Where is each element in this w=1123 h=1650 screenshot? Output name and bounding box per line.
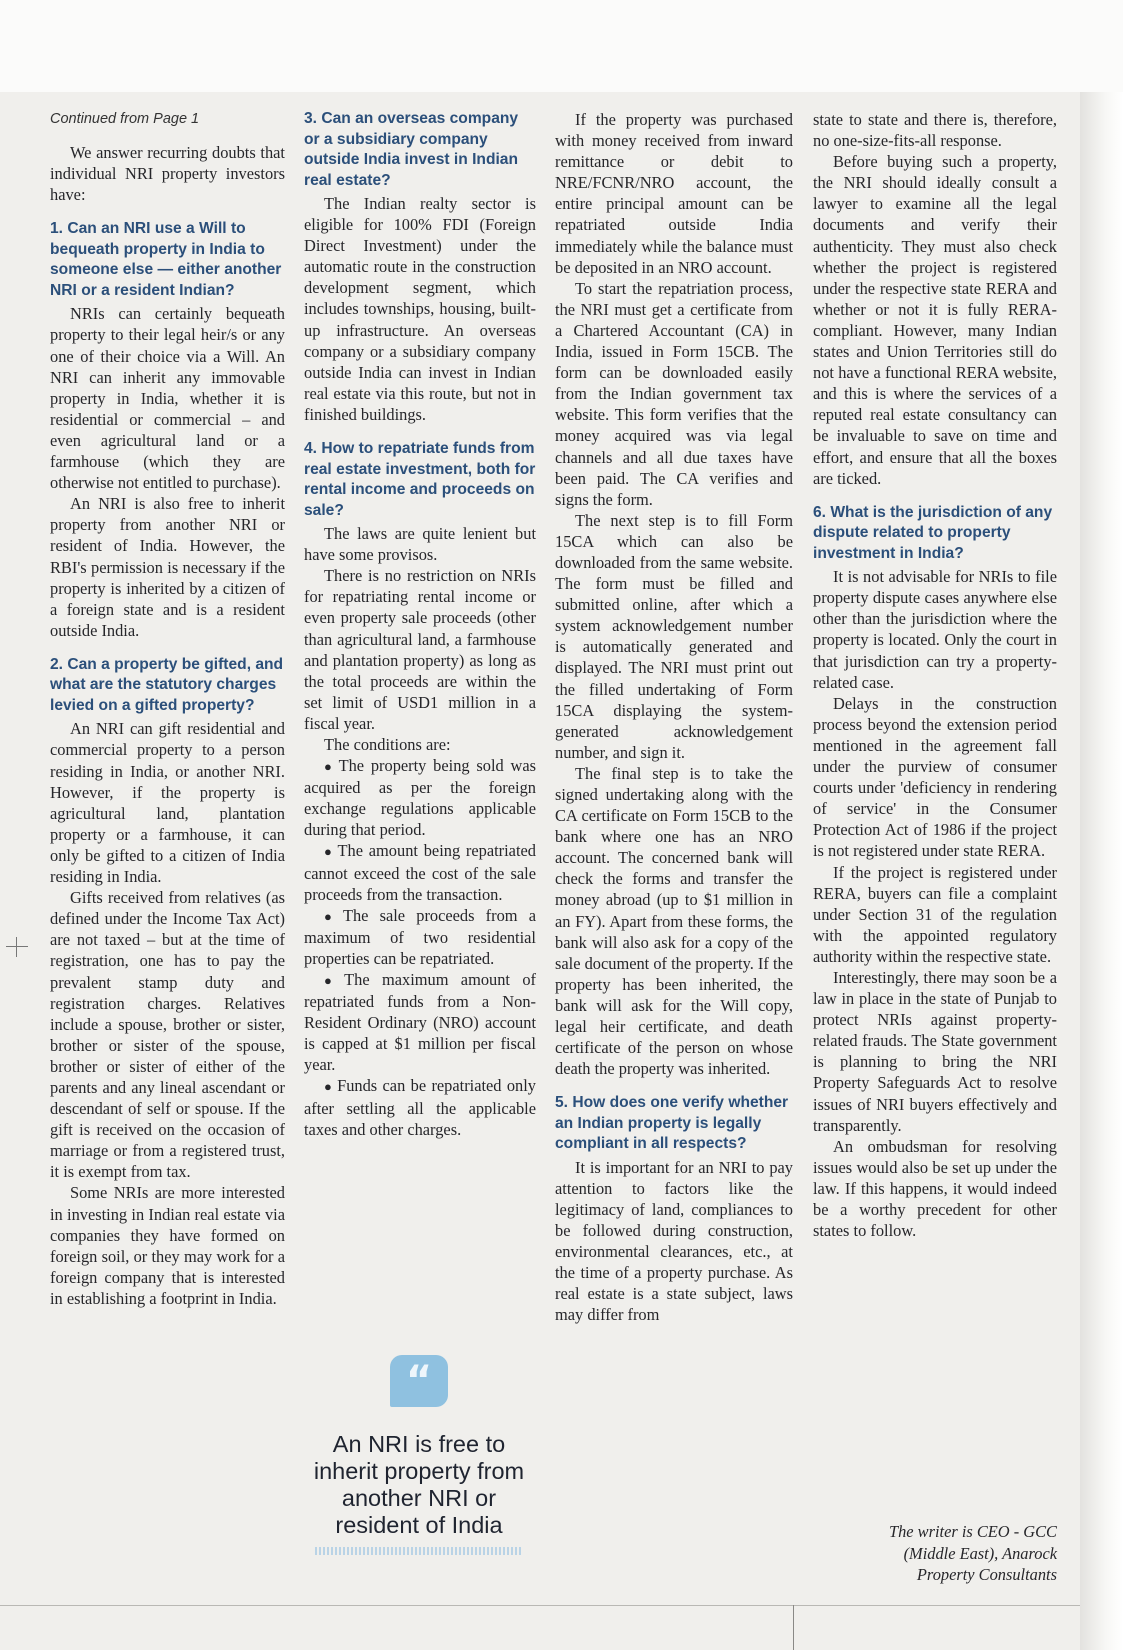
paragraph: The Indian realty sector is eligible for 100% FDI (Foreign Direct Investment) under the automatic route in the construction development segment, which includes townships, housing, built-up infrastructure. An overseas company or a subsidiary company outside India can invest in Indian real estate via this route, but not in finished buildings. [304,194,536,424]
paragraph: The laws are quite lenient but have some provisos. [304,524,536,565]
paragraph: If the property was purchased with money received from inward remittance or debit to NRE/FCNR/NRO account, the entire principal amount can be repatriated outside India immediately while the balance must be deposited in an NRO account. [555,110,793,277]
pull-quote-text: An NRI is free to inherit property from another NRI or resident of India [313,1431,525,1538]
paragraph: The conditions are: [324,734,451,754]
scan-margin-top [0,0,1123,92]
page-fold-line [0,1605,1080,1606]
page-crop-mark [793,1605,794,1650]
bullet-item: ● The property being sold was acquired as per the foreign exchange regulations applicable during that period. [304,756,536,840]
paragraph: state to state and there is, therefore, no one-size-fits-all response. [813,110,1057,151]
bullet-item: ● The amount being repatriated cannot exceed the cost of the sale proceeds from the transaction. [304,841,536,904]
bullet-icon: ● [324,759,335,775]
quote-mark-icon: “ [390,1355,448,1407]
bullet-item: ● The maximum amount of repatriated funds from a Non-Resident Ordinary (NRO) account is capped at $1 million per fiscal year. [304,970,536,1075]
author-byline [813,1521,1057,1586]
intro-paragraph: We answer recurring doubts that individual NRI property investors have: [50,143,285,205]
byline-line: Property Consultants [916,1565,1057,1584]
pull-quote-rule [315,1547,523,1555]
paragraph: Before buying such a property, the NRI should ideally consult a lawyer to examine all the legal documents and verify their authenticity. They must also check whether the project is registered under the respective state RERA and whether or not it is fully RERA-compliant. However, many Indian states and Union Territories still do not have a functional RERA website, and this is where the services of a reputed real estate consultancy can be invaluable to save on time and effort, and ensure that all the boxes are ticked. [813,152,1057,488]
article-column-1 [50,109,285,1309]
continued-from-label: Continued from Page 1 [50,111,200,127]
question-1-heading: 1. Can an NRI use a Will to bequeath property in India to someone else — either another NRI or a resident Indian? [50,220,282,299]
article-column-3 [555,109,793,1326]
paragraph: The next step is to fill Form 15CA which can also be downloaded from the same website. The form must be filled and submitted online, after which a system acknowledgement number is automatically generated and displayed. The NRI must print out the filled undertaking of Form 15CA displaying the system-generated acknowledgement number, and sign it. [555,510,793,762]
paragraph: The final step is to take the signed undertaking along with the CA certificate on Form 15CB to the bank where one has an NRO account. The concerned bank will check the forms and transfer the money abroad (up to $1 million in an FY). Apart from these forms, the bank will also ask for a copy of the sale document of the property. If the property has been inherited, the bank will ask for the Will copy, legal heir certificate, and death certificate of the person on whose death the property was inherited. [555,763,793,1079]
bullet-item: ● The sale proceeds from a maximum of two residential properties can be repatriated. [304,905,536,968]
paragraph: An ombudsman for resolving issues would also be set up under the law. If this happens, it would indeed be a worthy precedent for other states to follow. [813,1136,1057,1241]
bullet-icon: ● [324,973,341,988]
registration-mark [6,946,28,947]
scan-margin-right [1080,92,1123,1650]
question-4-heading: 4. How to repatriate funds from real estate investment, both for rental income and proceeds on sale? [304,440,536,519]
paragraph: Interestingly, there may soon be a law in place in the state of Punjab to protect NRIs against property-related frauds. The State government is planning to bring the NRI Property Safeguards Act to resolve issues of NRI buyers effectively and transparently. [813,967,1057,1135]
paragraph: NRIs can certainly bequeath property to their legal heir/s or any one of their choice via a Will. An NRI can inherit any immovable property in India, whether it is residential or commercial – and even agricultural land or a farmhouse (which they are otherwise not entitled to purchase). [50,304,285,493]
question-5-heading: 5. How does one verify whether an Indian property is legally compliant in all respects? [555,1094,789,1153]
bullet-icon: ● [324,908,339,924]
paragraph: It is not advisable for NRIs to file property dispute cases anywhere else other than the jurisdiction where the property is located. Only the court in that jurisdiction can try a property-related case. [813,567,1057,692]
bullet-icon: ● [324,844,334,860]
bullet-icon: ● [324,1079,334,1095]
registration-mark [16,937,17,957]
article-column-2 [304,109,536,1140]
question-6-heading: 6. What is the jurisdiction of any dispute related to property investment in India? [813,503,1053,562]
pull-quote [305,1355,533,1555]
paragraph: It is important for an NRI to pay attention to factors like the legitimacy of land, compliances to be followed during construction, environmental clearances, etc., at the time of a property purchase. As real estate is a state subject, laws may differ from [555,1157,793,1325]
paragraph: There is no restriction on NRIs for repatriating rental income or even property sale proceeds (other than agricultural land, a farmhouse and plantation property) as long as the total proceeds are within the set limit of USD1 million in a fiscal year. [304,566,536,733]
question-3-heading: 3. Can an overseas company or a subsidiary company outside India invest in Indian real estate? [304,110,519,189]
article-column-4 [813,109,1057,1241]
paragraph: Gifts received from relatives (as defined under the Income Tax Act) are not taxed – but at the time of registration, one has to pay the prevalent stamp duty and registration charges. Relatives include a spouse, brother or sister, brother or sister of the spouse, brother or sister of either of the parents and any lineal ascendant or descendant of self or spouse. If the gift is received on the occasion of marriage or from a registered trust, it is exempt from tax. [50,888,285,1182]
paragraph: Delays in the construction process beyond the extension period mentioned in the agreement fall under the purview of consumer courts under 'deficiency in rendering of service' in the Consumer Protection Act of 1986 if the project is not registered under state RERA. [813,693,1057,861]
paragraph: An NRI can gift residential and commercial property to a person residing in India, or another NRI. However, if the property is agricultural land, plantation property or a farmhouse, it can only be gifted to a citizen of India residing in India. [50,719,285,887]
bullet-item: ● Funds can be repatriated only after settling all the applicable taxes and other charges. [304,1076,536,1139]
paragraph: If the project is registered under RERA, buyers can file a complaint under Section 31 of the regulation with the appointed regulatory authority within the respective state. [813,862,1057,966]
paragraph: An NRI is also free to inherit property from another NRI or resident of India. However, the RBI's permission is necessary if the property is inherited by a citizen of a foreign state and is a resident outside India. [50,494,285,640]
byline-line: (Middle East), Anarock [903,1543,1057,1563]
paragraph: To start the repatriation process, the NRI must get a certificate from a Chartered Accountant (CA) in India, issued in Form 15CB. The form can be downloaded easily from the Indian government tax website. This form verifies that the money acquired was via legal channels and all due taxes have been paid. The CA verifies and signs the form. [555,278,793,509]
paragraph: Some NRIs are more interested in investing in Indian real estate via companies they have formed on foreign soil, or they may work for a foreign company that is interested in establishing a footprint in India. [50,1183,285,1308]
question-2-heading: 2. Can a property be gifted, and what are the statutory charges levied on a gifted property? [50,655,284,714]
byline-line: The writer is CEO - GCC [888,1522,1057,1541]
